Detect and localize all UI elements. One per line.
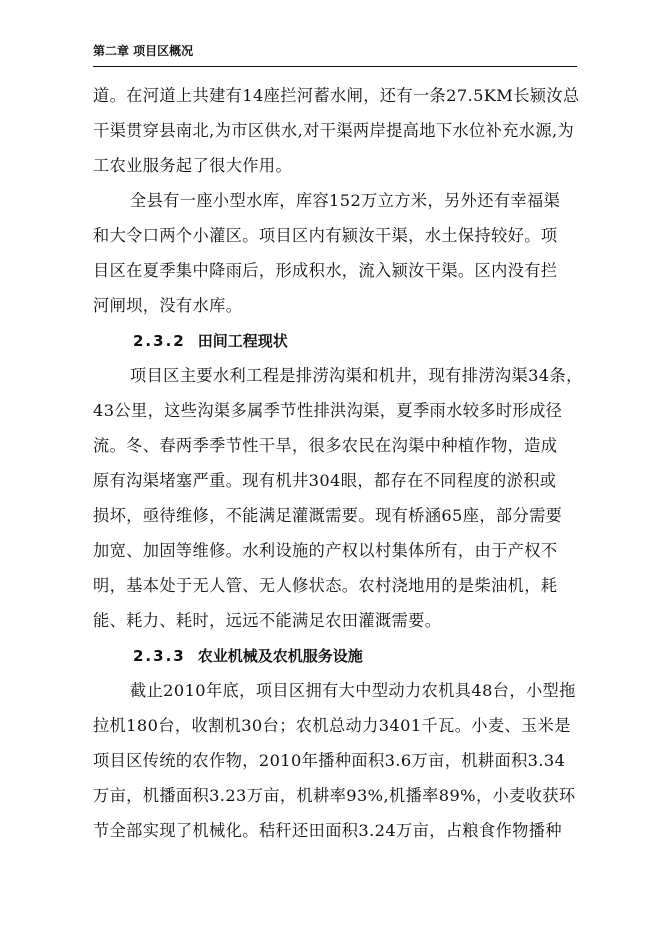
paragraph-line: 能、耗力、耗时，远远不能满足农田灌溉需要。 — [93, 611, 442, 630]
paragraph-line: 工农业服务起了很大作用。 — [93, 156, 293, 175]
paragraph-line: 拉机180台，收割机30台；农机总动力3401千瓦。小麦、玉米是 — [93, 716, 571, 735]
paragraph-line: 损坏，亟待维修，不能满足灌溉需要。现有桥涵65座，部分需要 — [93, 506, 563, 525]
section-title: 田间工程现状 — [197, 332, 288, 350]
section-heading-2-3-3 — [133, 644, 363, 668]
paragraph-line: 项目区传统的农作物，2010年播种面积3.6万亩，机耕面积3.34 — [93, 751, 566, 770]
paragraph-line: 万亩，机播面积3.23万亩，机耕率93%,机播率89%，小麦收获环 — [93, 786, 576, 805]
paragraph-line: 明，基本处于无人管、无人修状态。农村浇地用的是柴油机，耗 — [93, 576, 558, 595]
section-heading-2-3-2 — [133, 329, 288, 353]
paragraph-line: 截止2010年底，项目区拥有大中型动力农机具48台，小型拖 — [130, 681, 576, 700]
paragraph-line: 加宽、加固等维修。水利设施的产权以村集体所有，由于产权不 — [93, 541, 558, 560]
paragraph-line: 项目区主要水利工程是排涝沟渠和机井，现有排涝沟渠34条， — [130, 366, 583, 385]
paragraph-line: 道。在河道上共建有14座拦河蓄水闸，还有一条27.5KM长颍汝总 — [93, 86, 580, 105]
paragraph-line: 节全部实现了机械化。秸秆还田面积3.24万亩，占粮食作物播种 — [93, 821, 562, 840]
paragraph-line: 目区在夏季集中降雨后，形成积水，流入颍汝干渠。区内没有拦 — [93, 261, 558, 280]
paragraph-line: 干渠贯穿县南北,为市区供水,对干渠两岸提高地下水位补充水源,为 — [93, 121, 575, 140]
paragraph-line: 流。冬、春两季季节性干旱，很多农民在沟渠中种植作物，造成 — [93, 436, 558, 455]
page-header: 第二章 项目区概况 — [93, 42, 577, 67]
paragraph-line: 河闸坝，没有水库。 — [93, 296, 243, 315]
paragraph-line: 43公里，这些沟渠多属季节性排洪沟渠，夏季雨水较多时形成径 — [93, 401, 563, 420]
paragraph-line: 全县有一座小型水库，库容152万立方米，另外还有幸福渠 — [130, 191, 561, 210]
section-title: 农业机械及农机服务设施 — [197, 647, 363, 665]
section-number: 2.3.2 — [133, 332, 186, 350]
paragraph-line: 原有沟渠堵塞严重。现有机井304眼，都存在不同程度的淤积或 — [93, 471, 557, 490]
section-number: 2.3.3 — [133, 647, 186, 665]
paragraph-line: 和大令口两个小灌区。项目区内有颍汝干渠，水土保持较好。项 — [93, 226, 558, 245]
